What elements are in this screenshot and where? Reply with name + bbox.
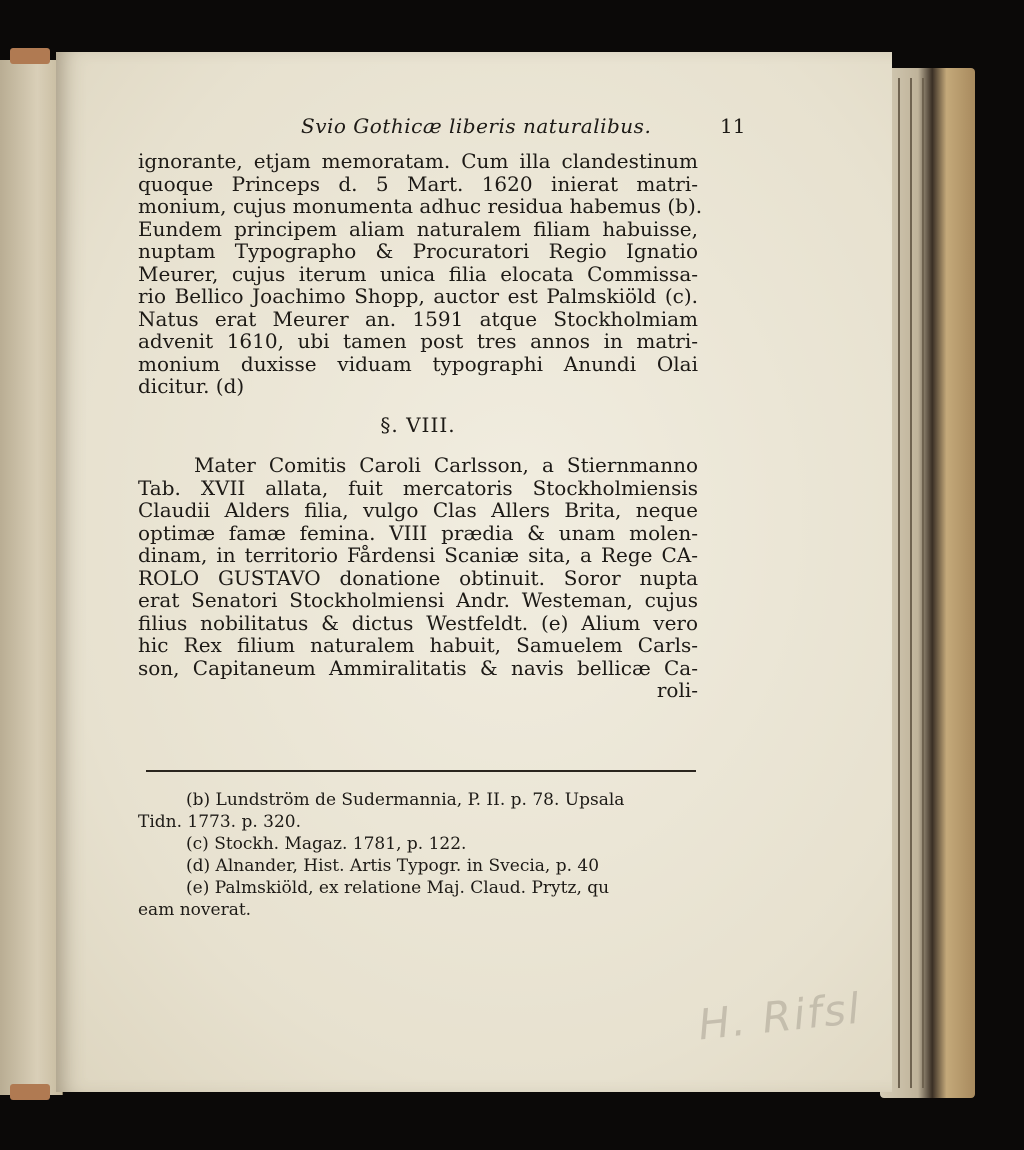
text-line: ignorante, etjam memoratam. Cum illa clandestinum — [138, 149, 698, 173]
text-line: advenit 1610, ubi tamen post tres annos in matri- — [138, 329, 698, 353]
binding-corner-bottom — [10, 1084, 50, 1100]
footnote: (e) Palmskiöld, ex relatione Maj. Claud. Prytz, qu — [186, 878, 610, 898]
text-line: quoque Princeps d. 5 Mart. 1620 inierat matri- — [138, 171, 698, 196]
text-line: Mater Comitis Caroli Carlsson, a Stiernmanno — [194, 453, 698, 477]
text-line: ROLO GUSTAVO donatione obtinuit. Soror nupta — [138, 565, 698, 590]
text-line: monium, cujus monumenta adhuc residua habemus (b). — [138, 194, 703, 218]
footnote: (d) Alnander, Hist. Artis Typogr. in Svecia, p. 40 — [186, 856, 600, 876]
text-line: monium duxisse viduam typographi Anundi Olai — [138, 351, 698, 376]
text-line: erat Senatori Stockholmiensi Andr. Westeman, cujus — [138, 588, 698, 612]
text-line: son, Capitaneum Ammiralitatis & navis bellicæ Ca- — [138, 655, 698, 680]
footnote: Tidn. 1773. p. 320. — [138, 812, 302, 832]
page-stack-edge — [880, 68, 975, 1098]
page-edge-line — [898, 78, 900, 1088]
running-head: Svio Gothicæ liberis naturalibus. — [301, 114, 652, 138]
footnote-rule — [146, 770, 696, 772]
footnotes — [138, 789, 698, 921]
footnote: (c) Stockh. Magaz. 1781, p. 122. — [186, 834, 467, 854]
main-text — [138, 149, 703, 702]
section-title: §. VIII. — [380, 412, 456, 437]
text-line: rio Bellico Joachimo Shopp, auctor est Palmskiöld (c). — [138, 284, 698, 308]
text-line: filius nobilitatus & dictus Westfeldt. (e) Alium vero — [138, 610, 698, 635]
text-line: Eundem principem aliam naturalem filiam habuisse, — [138, 216, 698, 241]
binding-corner-top — [10, 48, 50, 64]
text-line: dinam, in territorio Fårdensi Scaniæ sita, a Rege CA- — [138, 543, 698, 567]
text-line: roli- — [656, 678, 698, 702]
previous-page-edge — [0, 60, 63, 1095]
page-number: 11 — [720, 114, 746, 138]
text-line: Tab. XVII allata, fuit mercatoris Stockholmiensis — [138, 475, 698, 500]
text-line: dicitur. (d) — [138, 374, 245, 398]
text-line: optimæ famæ femina. VIII prædia & unam molen- — [138, 520, 698, 545]
text-line: Natus erat Meurer an. 1591 atque Stockholmiam — [138, 306, 698, 331]
text-line: hic Rex filium naturalem habuit, Samuelem Carls- — [138, 633, 698, 657]
text-line: Claudii Alders filia, vulgo Clas Allers Brita, neque — [138, 498, 698, 522]
page-edge-line — [922, 78, 924, 1088]
text-line: Meurer, cujus iterum unica filia elocata Commissa- — [138, 261, 698, 286]
handwritten-signature: H. Rifsl — [695, 983, 864, 1050]
footnote: eam noverat. — [138, 900, 252, 920]
book-page — [56, 52, 892, 1092]
page-edge-line — [910, 78, 912, 1088]
text-line: nuptam Typographo & Procuratori Regio Ignatio — [138, 239, 698, 263]
footnote: (b) Lundström de Sudermannia, P. II. p. 78. Upsala — [186, 790, 625, 810]
